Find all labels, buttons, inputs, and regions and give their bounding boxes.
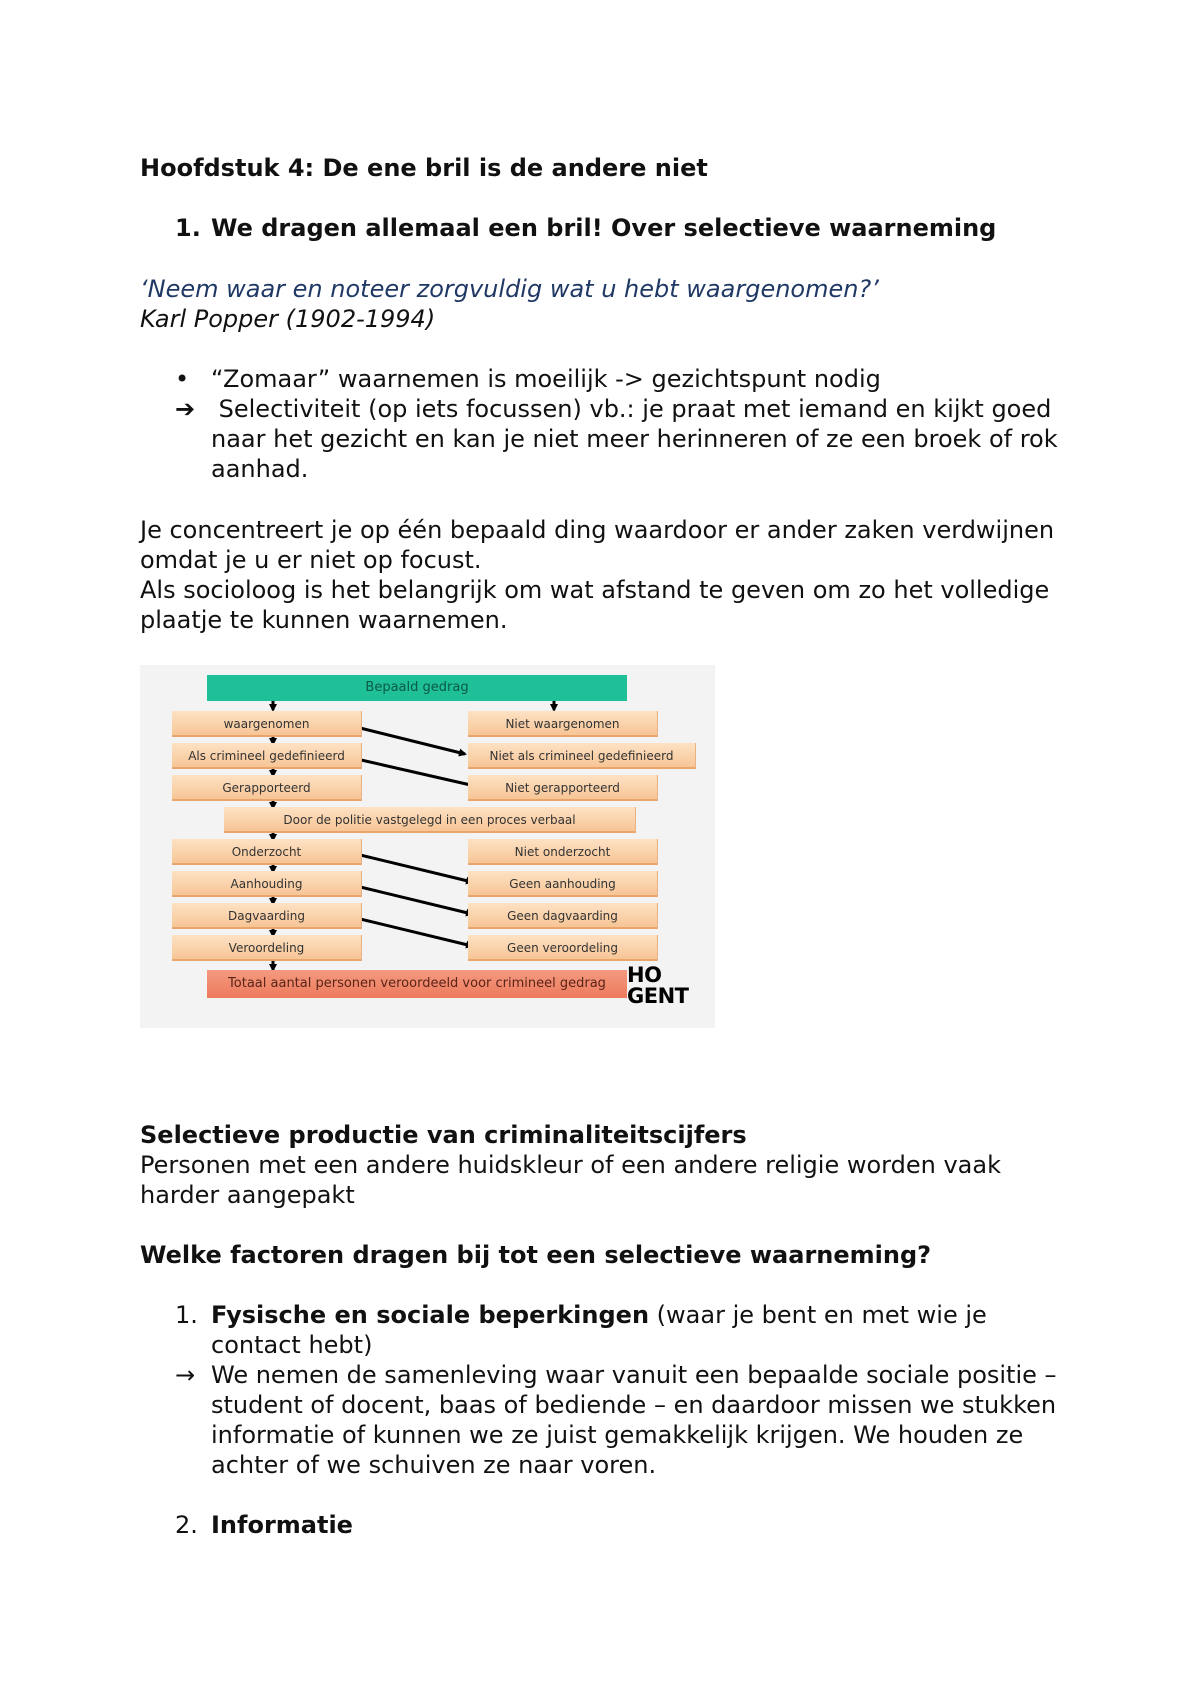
flow-box-niet-gedefinieerd: Niet als crimineel gedefinieerd: [468, 743, 696, 769]
chapter-title: Hoofdstuk 4: De ene bril is de andere niet: [140, 154, 708, 182]
flow-box-geen-dagvaarding: Geen dagvaarding: [468, 903, 658, 929]
hogent-logo: [627, 965, 688, 1007]
flow-box-veroordeling: Veroordeling: [172, 935, 362, 961]
paragraph-line4: plaatje te kunnen waarnemen.: [140, 606, 508, 634]
flow-box-niet-waargenomen: Niet waargenomen: [468, 711, 658, 737]
arrow-marker: ➔: [175, 395, 196, 423]
item1-bold: Fysische en sociale beperkingen: [211, 1301, 650, 1329]
item2-number: 2.: [175, 1511, 198, 1539]
item2-title: Informatie: [211, 1511, 353, 1539]
paragraph-line2: omdat je u er niet op focust.: [140, 546, 482, 574]
item1-arrow-marker: →: [175, 1361, 196, 1389]
arrow-diagonal: [352, 917, 472, 946]
paragraph-line1: Je concentreert je op één bepaald ding waardoor er ander zaken verdwijnen: [140, 516, 1055, 544]
flow-box-geen-aanhouding: Geen aanhouding: [468, 871, 658, 897]
flow-box-geen-veroordeling: Geen veroordeling: [468, 935, 658, 961]
arrow-diagonal: [348, 725, 465, 754]
flow-box-top: Bepaald gedrag: [207, 675, 627, 701]
flow-box-aanhouding: Aanhouding: [172, 871, 362, 897]
item1-arrow-line4: achter of we schuiven ze naar voren.: [211, 1451, 657, 1479]
flow-box-gerapporteerd: Gerapporteerd: [172, 775, 362, 801]
arrow-diagonal: [352, 853, 472, 882]
section2-line2: harder aangepakt: [140, 1181, 355, 1209]
paragraph-line3: Als socioloog is het belangrijk om wat afstand te geven om zo het volledige: [140, 576, 1050, 604]
criminal-statistics-flowchart: [140, 665, 715, 1028]
item1-number: 1.: [175, 1301, 198, 1329]
arrow-text-line3: aanhad.: [211, 455, 309, 483]
item1-rest: (waar je bent en met wie je: [649, 1301, 987, 1329]
bullet-marker: •: [175, 365, 190, 393]
logo-line1: HO: [627, 963, 662, 987]
arrow-diagonal: [352, 885, 472, 914]
section1-title: We dragen allemaal een bril! Over selectieve waarneming: [211, 214, 997, 242]
flow-box-gedefinieerd: Als crimineel gedefinieerd: [172, 743, 362, 769]
flow-box-niet-gerapporteerd: Niet gerapporteerd: [468, 775, 658, 801]
item1-text: [211, 1300, 987, 1330]
item1-arrow-line2: student of docent, baas of bediende – en daardoor missen we stukken: [211, 1391, 1057, 1419]
section2-heading: Selectieve productie van criminaliteitscijfers: [140, 1121, 747, 1149]
arrow-text-line2: naar het gezicht en kan je niet meer herinneren of ze een broek of rok: [211, 425, 1058, 453]
section3-heading: Welke factoren dragen bij tot een selectieve waarneming?: [140, 1241, 932, 1269]
flow-box-dagvaarding: Dagvaarding: [172, 903, 362, 929]
section2-line1: Personen met een andere huidskleur of een andere religie worden vaak: [140, 1151, 1001, 1179]
flow-box-totaal: Totaal aantal personen veroordeeld voor crimineel gedrag: [207, 970, 627, 998]
flow-box-proces-verbaal: Door de politie vastgelegd in een proces verbaal: [224, 807, 636, 833]
logo-line2: GENT: [627, 984, 689, 1008]
flow-box-niet-onderzocht: Niet onderzocht: [468, 839, 658, 865]
item1-line2: contact hebt): [211, 1331, 373, 1359]
bullet-text: “Zomaar” waarnemen is moeilijk -> gezichtspunt nodig: [211, 365, 881, 393]
arrow-diagonal: [348, 757, 475, 786]
item1-arrow-line1: We nemen de samenleving waar vanuit een bepaalde sociale positie –: [211, 1361, 1057, 1389]
item1-arrow-line3: informatie of kunnen we ze juist gemakkelijk krijgen. We houden ze: [211, 1421, 1024, 1449]
flow-box-waargenomen: waargenomen: [172, 711, 362, 737]
quote-text: ‘Neem waar en noteer zorgvuldig wat u hebt waargenomen?’: [140, 275, 879, 303]
section1-number: 1.: [175, 214, 201, 242]
flow-box-onderzocht: Onderzocht: [172, 839, 362, 865]
quote-author: Karl Popper (1902-1994): [140, 305, 436, 333]
arrow-text-line1: Selectiviteit (op iets focussen) vb.: je praat met iemand en kijkt goed: [211, 395, 1052, 423]
